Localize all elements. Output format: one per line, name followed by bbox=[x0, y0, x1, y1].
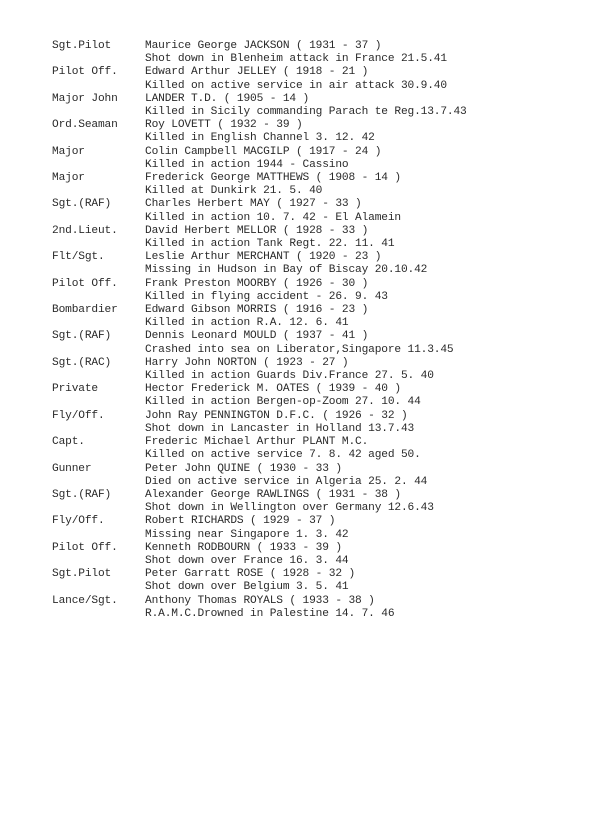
roll-entry bbox=[52, 251, 582, 277]
entry-name: LANDER T.D. ( 1905 - 14 ) bbox=[145, 92, 310, 105]
entry-detail: Killed in action Tank Regt. 22. 11. 41 bbox=[145, 238, 395, 251]
entry-rank: Major bbox=[52, 145, 85, 158]
roll-entry bbox=[52, 146, 582, 172]
entry-rank: Sgt.(RAC) bbox=[52, 356, 112, 369]
entry-detail: Killed on active service 7. 8. 42 aged 50. bbox=[145, 449, 421, 462]
entry-heading-line bbox=[52, 357, 582, 370]
entry-rank: Capt. bbox=[52, 436, 85, 449]
entry-detail: R.A.M.C.Drowned in Palestine 14. 7. 46 bbox=[145, 607, 395, 620]
entry-detail: Killed in action Guards Div.France 27. 5. 40 bbox=[145, 370, 434, 383]
entry-name: Hector Frederick M. OATES ( 1939 - 40 ) bbox=[145, 383, 401, 396]
roll-entry bbox=[52, 542, 582, 568]
entry-rank: 2nd.Lieut. bbox=[52, 224, 118, 237]
entry-rank: Major John bbox=[52, 92, 118, 105]
entry-heading-line bbox=[52, 198, 582, 211]
entry-detail: Shot down over France 16. 3. 44 bbox=[145, 554, 349, 567]
entry-heading-line bbox=[52, 119, 582, 132]
entry-name: Harry John NORTON ( 1923 - 27 ) bbox=[145, 356, 349, 369]
entry-name: David Herbert MELLOR ( 1928 - 33 ) bbox=[145, 224, 369, 237]
entry-rank: Private bbox=[52, 383, 98, 396]
roll-entry bbox=[52, 225, 582, 251]
roll-entry bbox=[52, 40, 582, 66]
entry-detail: Shot down in Lancaster in Holland 13.7.43 bbox=[145, 422, 415, 435]
entry-name: Edward Gibson MORRIS ( 1916 - 23 ) bbox=[145, 304, 369, 317]
entry-heading-line bbox=[52, 40, 582, 53]
roll-entry bbox=[52, 515, 582, 541]
roll-entry bbox=[52, 595, 582, 621]
entry-name: Frank Preston MOORBY ( 1926 - 30 ) bbox=[145, 277, 369, 290]
entry-heading-line bbox=[52, 93, 582, 106]
entry-name: Robert RICHARDS ( 1929 - 37 ) bbox=[145, 515, 336, 528]
roll-entry bbox=[52, 172, 582, 198]
entry-name: Leslie Arthur MERCHANT ( 1920 - 23 ) bbox=[145, 251, 382, 264]
entry-rank: Lance/Sgt. bbox=[52, 594, 118, 607]
entry-rank: Sgt.Pilot bbox=[52, 40, 112, 52]
entry-heading-line bbox=[52, 172, 582, 185]
entry-rank: Fly/Off. bbox=[52, 409, 105, 422]
entry-rank: Major bbox=[52, 172, 85, 185]
entry-rank: Sgt.(RAF) bbox=[52, 198, 112, 211]
entry-name: Maurice George JACKSON ( 1931 - 37 ) bbox=[145, 40, 382, 52]
entry-detail: Killed at Dunkirk 21. 5. 40 bbox=[145, 185, 323, 198]
entry-heading-line bbox=[52, 225, 582, 238]
entry-detail: Shot down in Blenheim attack in France 21.5.41 bbox=[145, 53, 447, 66]
entry-name: Dennis Leonard MOULD ( 1937 - 41 ) bbox=[145, 330, 369, 343]
entry-detail: Killed in flying accident - 26. 9. 43 bbox=[145, 290, 388, 303]
roll-entry bbox=[52, 383, 582, 409]
entry-heading-line bbox=[52, 489, 582, 502]
entry-heading-line bbox=[52, 383, 582, 396]
entry-detail: Missing near Singapore 1. 3. 42 bbox=[145, 528, 349, 541]
entry-heading-line bbox=[52, 568, 582, 581]
entry-name: Charles Herbert MAY ( 1927 - 33 ) bbox=[145, 198, 362, 211]
entry-rank: Bombardier bbox=[52, 304, 118, 317]
roll-entry bbox=[52, 93, 582, 119]
roll-entry bbox=[52, 489, 582, 515]
entry-rank: Flt/Sgt. bbox=[52, 251, 105, 264]
roll-entry bbox=[52, 66, 582, 92]
entry-rank: Pilot Off. bbox=[52, 66, 118, 79]
entry-heading-line bbox=[52, 66, 582, 79]
entry-rank: Ord.Seaman bbox=[52, 119, 118, 132]
entry-name: Frederick George MATTHEWS ( 1908 - 14 ) bbox=[145, 172, 401, 185]
entry-heading-line bbox=[52, 595, 582, 608]
entry-detail: Crashed into sea on Liberator,Singapore 11.3.45 bbox=[145, 343, 454, 356]
roll-entry bbox=[52, 568, 582, 594]
entry-heading-line bbox=[52, 251, 582, 264]
entry-detail: Missing in Hudson in Bay of Biscay 20.10.42 bbox=[145, 264, 428, 277]
entry-name: John Ray PENNINGTON D.F.C. ( 1926 - 32 ) bbox=[145, 409, 408, 422]
entry-heading-line bbox=[52, 304, 582, 317]
entry-detail: Died on active service in Algeria 25. 2. 44 bbox=[145, 475, 428, 488]
entry-heading-line bbox=[52, 436, 582, 449]
entry-rank: Pilot Off. bbox=[52, 541, 118, 554]
entry-heading-line bbox=[52, 410, 582, 423]
entry-rank: Gunner bbox=[52, 462, 92, 475]
entry-detail: Shot down over Belgium 3. 5. 41 bbox=[145, 581, 349, 594]
roll-entry bbox=[52, 436, 582, 462]
entry-rank: Sgt.Pilot bbox=[52, 568, 112, 581]
roll-entry bbox=[52, 463, 582, 489]
entry-detail: Killed in action Bergen-op-Zoom 27. 10. 44 bbox=[145, 396, 421, 409]
entry-name: Kenneth RODBOURN ( 1933 - 39 ) bbox=[145, 541, 342, 554]
entry-heading-line bbox=[52, 542, 582, 555]
entry-detail: Killed in English Channel 3. 12. 42 bbox=[145, 132, 375, 145]
entry-rank: Fly/Off. bbox=[52, 515, 105, 528]
entry-heading-line bbox=[52, 463, 582, 476]
entry-name: Alexander George RAWLINGS ( 1931 - 38 ) bbox=[145, 488, 401, 501]
entry-name: Colin Campbell MACGILP ( 1917 - 24 ) bbox=[145, 145, 382, 158]
entry-heading-line bbox=[52, 330, 582, 343]
entry-detail: Killed on active service in air attack 30.9.40 bbox=[145, 79, 447, 92]
roll-of-honour-list bbox=[52, 40, 582, 621]
entry-name: Anthony Thomas ROYALS ( 1933 - 38 ) bbox=[145, 594, 375, 607]
roll-entry bbox=[52, 357, 582, 383]
entry-detail: Killed in Sicily commanding Parach te Reg.13.7.43 bbox=[145, 106, 467, 119]
entry-heading-line bbox=[52, 515, 582, 528]
roll-entry bbox=[52, 198, 582, 224]
entry-detail: Shot down in Wellington over Germany 12.6.43 bbox=[145, 502, 434, 515]
entry-rank: Sgt.(RAF) bbox=[52, 330, 112, 343]
roll-entry bbox=[52, 278, 582, 304]
entry-detail: Killed in action 10. 7. 42 - El Alamein bbox=[145, 211, 401, 224]
entry-rank: Pilot Off. bbox=[52, 277, 118, 290]
entry-name: Roy LOVETT ( 1932 - 39 ) bbox=[145, 119, 303, 132]
entry-name: Peter John QUINE ( 1930 - 33 ) bbox=[145, 462, 342, 475]
entry-name: Peter Garratt ROSE ( 1928 - 32 ) bbox=[145, 568, 356, 581]
entry-name: Edward Arthur JELLEY ( 1918 - 21 ) bbox=[145, 66, 369, 79]
entry-detail: Killed in action 1944 - Cassino bbox=[145, 158, 349, 171]
entry-rank: Sgt.(RAF) bbox=[52, 488, 112, 501]
entry-detail: Killed in action R.A. 12. 6. 41 bbox=[145, 317, 349, 330]
roll-entry bbox=[52, 304, 582, 330]
roll-entry bbox=[52, 119, 582, 145]
entry-name: Frederic Michael Arthur PLANT M.C. bbox=[145, 436, 369, 449]
entry-heading-line bbox=[52, 278, 582, 291]
roll-entry bbox=[52, 330, 582, 356]
entry-heading-line bbox=[52, 146, 582, 159]
roll-entry bbox=[52, 410, 582, 436]
